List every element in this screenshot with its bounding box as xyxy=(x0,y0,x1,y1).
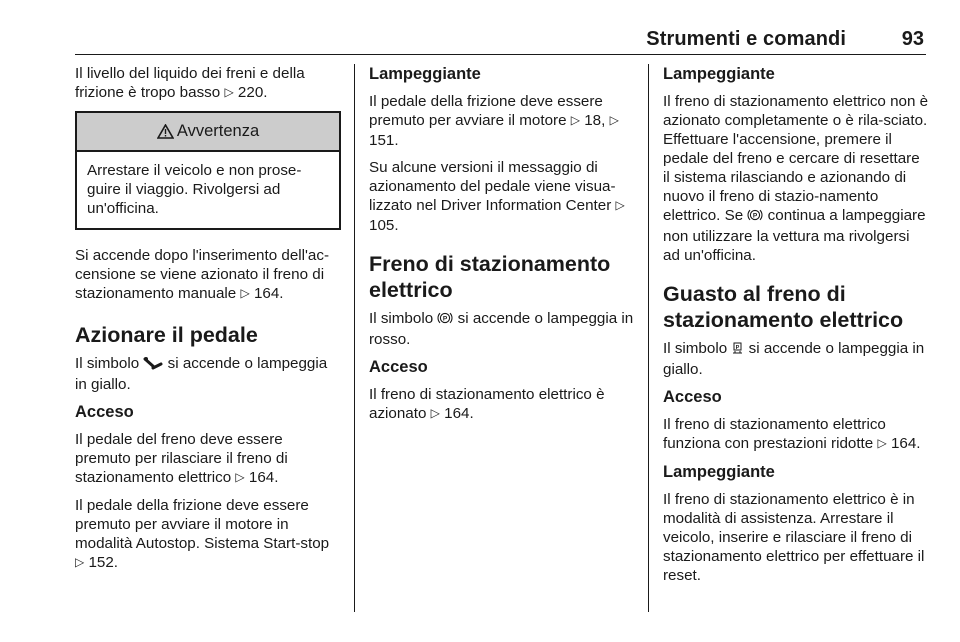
reference-arrow-icon: ▷ xyxy=(609,113,619,127)
paragraph: Il freno di stazionamento elettrico non è azionato completamente o è rila-sciato. Effettuare l'accensione, premere il pedale del freno e cercare di resettare il sistema rilasciando e azionando di nuovo il freno di stazio-namento elettrico. Se P continua a lampeggiare non utilizzare la vettura ma rivolgersi ad un'officina. xyxy=(663,93,929,264)
page-header xyxy=(75,24,926,55)
page-reference: 164. xyxy=(253,285,284,302)
warning-box xyxy=(75,111,341,230)
page-reference: 164. xyxy=(444,405,474,422)
paragraph: Il simbolo P si accende o lampeggia in rosso. xyxy=(369,310,634,348)
brake-fault-icon xyxy=(731,341,744,360)
reference-arrow-icon: ▷ xyxy=(570,113,580,127)
warning-text: Arrestare il veicolo e non prose-guire il viaggio. Rivolgersi ad un'officina. xyxy=(87,162,302,217)
warning-triangle-icon xyxy=(157,124,174,139)
section-heading: Azionare il pedale xyxy=(75,323,258,347)
page-reference: 220. xyxy=(237,84,268,101)
paragraph: Il simbolo si accende o lampeggia in giallo. xyxy=(75,355,328,393)
subsection-heading: Lampeggiante xyxy=(369,65,481,83)
subsection-heading: Lampeggiante xyxy=(663,65,775,83)
page-reference: 18, xyxy=(584,112,606,129)
paragraph: Il freno di stazionamento elettrico è azionato ▷ 164. xyxy=(369,386,605,422)
parking-brake-icon xyxy=(747,208,763,227)
subsection-heading: Acceso xyxy=(75,403,134,421)
warning-header xyxy=(77,113,339,152)
paragraph: Su alcune versioni il messaggio di azionamento del pedale viene visua-lizzato nel Driver Information Center ▷ 105. xyxy=(369,159,625,234)
paragraph: Il simbolo P si accende o lampeggia in giallo. xyxy=(663,340,925,378)
section-heading: Freno di stazionamento elettrico xyxy=(369,252,611,302)
page-number: 93 xyxy=(901,28,924,50)
paragraph: Il pedale della frizione deve essere premuto per avviare il motore in modalità Autostop. Sistema Start-stop ▷ 152. xyxy=(75,497,330,571)
page-reference: 152. xyxy=(88,554,119,571)
svg-text:P: P xyxy=(753,212,758,220)
section-heading: Guasto al freno di stazionamento elettrico xyxy=(663,282,904,332)
page-reference: 164. xyxy=(248,469,279,486)
paragraph: Il pedale della frizione deve essere premuto per avviare il motore ▷ 18, ▷ 151. xyxy=(369,93,619,149)
reference-arrow-icon: ▷ xyxy=(224,85,234,99)
column-1 xyxy=(75,64,341,581)
reference-arrow-icon: ▷ xyxy=(235,470,245,484)
reference-arrow-icon: ▷ xyxy=(430,406,440,420)
column-2 xyxy=(369,64,635,432)
subsection-heading: Acceso xyxy=(663,388,722,406)
page-reference: 164. xyxy=(890,435,921,452)
page-reference: 105. xyxy=(369,217,399,234)
reference-arrow-icon: ▷ xyxy=(877,436,887,450)
pedal-icon xyxy=(143,356,163,375)
parking-brake-icon xyxy=(437,311,453,330)
warning-title: Avvertenza xyxy=(176,122,260,140)
reference-arrow-icon: ▷ xyxy=(75,555,85,569)
column-3 xyxy=(663,64,929,593)
paragraph: Il freno di stazionamento elettrico è in modalità di assistenza. Arrestare il veicolo, inserire e rilasciare il freno di stazionamento elettrico per effettuare il reset. xyxy=(663,491,925,584)
svg-text:P: P xyxy=(443,315,448,323)
subsection-heading: Lampeggiante xyxy=(663,463,775,481)
paragraph: Il freno di stazionamento elettrico funziona con prestazioni ridotte ▷ 164. xyxy=(663,416,921,452)
reference-arrow-icon: ▷ xyxy=(615,198,625,212)
reference-arrow-icon: ▷ xyxy=(240,286,250,300)
paragraph: Il pedale del freno deve essere premuto per rilasciare il freno di stazionamento elettrico ▷ 164. xyxy=(75,431,288,486)
paragraph: Il livello del liquido dei freni e della frizione è tropo basso ▷ 220. xyxy=(75,65,305,101)
subsection-heading: Acceso xyxy=(369,358,428,376)
page-reference: 151. xyxy=(369,132,399,149)
page-title: Strumenti e comandi xyxy=(646,28,846,50)
svg-text:P: P xyxy=(736,345,740,351)
paragraph: Si accende dopo l'inserimento dell'ac-censione se viene azionato il freno di stazionamento manuale ▷ 164. xyxy=(75,247,330,302)
column-divider xyxy=(354,64,355,612)
column-divider xyxy=(648,64,649,612)
